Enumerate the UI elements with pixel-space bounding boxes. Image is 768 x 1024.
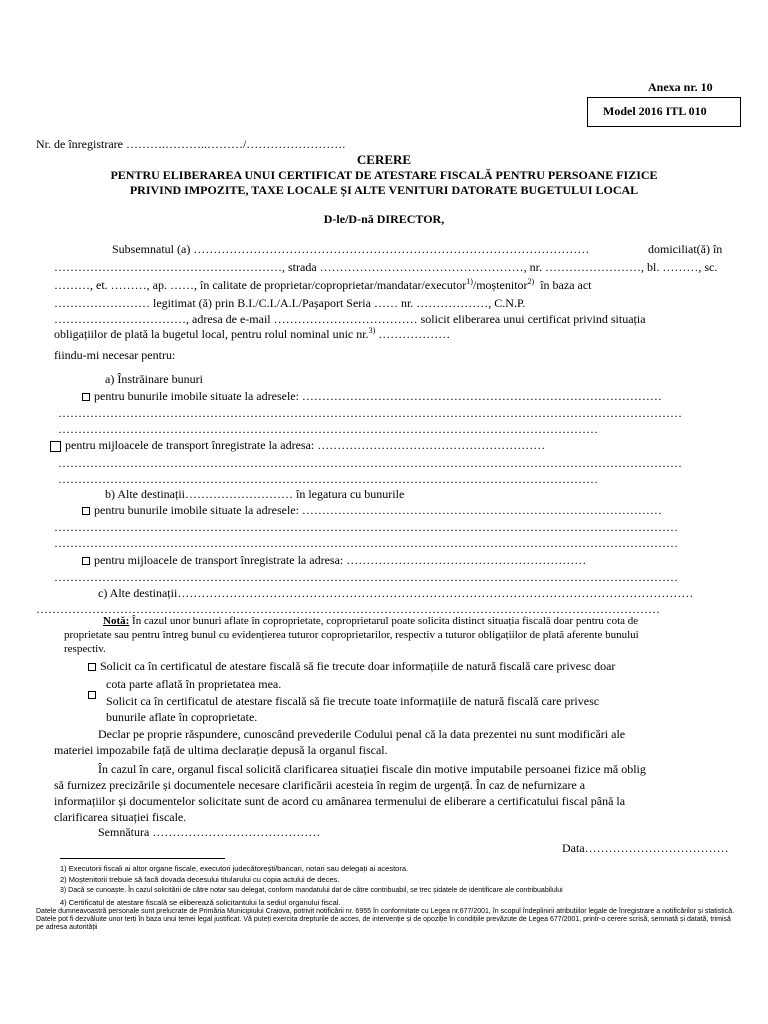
dotted-line: ………………………………………………………………………………………………………………………………………… xyxy=(58,456,682,470)
checkbox-share-only[interactable] xyxy=(88,663,96,671)
section-a-real-estate-text: pentru bunurile imobile situate la adresele: ……………………………………………………………………………… xyxy=(94,389,662,403)
section-a-vehicles[interactable] xyxy=(50,438,545,452)
option-share-only-cont: cota parte aflată în proprietatea mea. xyxy=(106,677,282,691)
capacity-text: ………, et. ………, ap. ……, în calitate de proprietar/coproprietar/mandatar/executor xyxy=(54,278,467,292)
checkbox-a-real-estate[interactable] xyxy=(82,393,90,401)
option-share-only[interactable] xyxy=(88,659,615,673)
clarification-line-4: clarificarea situației fiscale. xyxy=(54,810,187,824)
section-c-label: c) Alte destinații………………………………………………………………………………………………………………… xyxy=(98,586,694,600)
section-a-vehicles-text: pentru mijloacele de transport înregistrate la adresa: ………………………………………………… xyxy=(65,438,546,452)
capacity-line xyxy=(54,278,592,292)
checkbox-b-vehicles[interactable] xyxy=(82,557,90,565)
purpose-label: fiindu-mi necesar pentru: xyxy=(54,348,176,362)
section-a-real-estate[interactable] xyxy=(82,389,662,403)
form-subtitle-1: PENTRU ELIBERAREA UNUI CERTIFICAT DE ATESTARE FISCALĂ PENTRU PERSOANE FIZICE xyxy=(110,168,658,182)
salutation: D-le/D-nă DIRECTOR, xyxy=(323,212,445,226)
footnote-1: 1) Executorii fiscali ai altor organe fiscale, executori judecătorești/bancari, notari sau delegați ai acestora. xyxy=(60,864,409,873)
clarification-line-3: informațiilor și documentelor solicitate sunt de acord cu amânarea termenului de eliberare a certificatului fiscal până la xyxy=(54,794,626,808)
dotted-line: ………………………………………………………………………………………………………………………………………… xyxy=(36,602,660,616)
section-b-vehicles-text: pentru mijloacele de transport înregistrate la adresa: …………………………………………………… xyxy=(94,553,587,567)
declaration-line-1: Declar pe proprie răspundere, cunoscând prevederile Codului penal că la data prezentei nu sunt modificări ale xyxy=(98,727,626,741)
footnote-ref-2: 2) xyxy=(527,277,535,286)
date-field[interactable]: Data……………………………… xyxy=(562,841,729,855)
email-line: ……………………………, adresa de e-mail ……………………………… solicit eliberarea unui certificat privind situația xyxy=(54,312,646,326)
name-line: Subsemnatul (a) ……………………………………………………………………………………… xyxy=(112,242,590,256)
option-share-only-text: Solicit ca în certificatul de atestare fiscală să fie trecute doar informațiile de natură fiscală care privesc doar xyxy=(100,659,616,673)
checkbox-a-vehicles[interactable] xyxy=(50,441,61,452)
deed-text: în baza act xyxy=(540,278,592,292)
signature-field[interactable]: Semnătura …………………………………… xyxy=(98,825,321,839)
privacy-notice: Datele dumneavoastră personale sunt prelucrate de Primăria Municipiului Craiova, potrivit notificării nr. 6955 în conformitate cu Legea nr.677/2001, în scopul îndeplinirii atribuțiilor legale de înregistrare a notificărilor și statistică. Datele pot fi dezvăluite unor terți în baza unui temei legal justificat. Vă puteți exercita drepturile de acces, de intervenție și de opoziție în condițiile prevăzute de Legea 677/2001, printr-o cerere scrisă, semnată și datată, trimisă pe adresa autorității xyxy=(36,908,735,931)
dotted-line: ………………………………………………………………………………………………………………………………………… xyxy=(54,536,678,550)
heir-text: /moștenitor xyxy=(472,278,528,292)
section-b-vehicles[interactable] xyxy=(82,553,586,567)
section-b-real-estate[interactable] xyxy=(82,503,662,517)
checkbox-b-real-estate[interactable] xyxy=(82,507,90,515)
note-text-1: În cazul unor bunuri aflate în coproprietate, coproprietarul poate solicita distinct situația fiscală doar pentru cota de xyxy=(129,615,639,627)
option-all-info-cont: bunurile aflate în coproprietate. xyxy=(106,710,258,724)
role-line xyxy=(54,327,450,341)
checkbox-all-info-wrap[interactable] xyxy=(88,687,100,701)
role-dots: ……………… xyxy=(378,327,451,341)
section-a-label: a) Înstrăinare bunuri xyxy=(105,372,203,386)
clarification-line-1: În cazul în care, organul fiscal solicită clarificarea situației fiscale din motive imputabile persoanei fizice mă oblig xyxy=(98,762,646,776)
dotted-line: ……………………………………………………………………………………………………………………… xyxy=(58,422,598,436)
section-b-real-estate-text: pentru bunurile imobile situate la adresele: ……………………………………………………………………………… xyxy=(94,503,662,517)
note-line-1 xyxy=(103,615,638,628)
domicile-label: domiciliat(ă) în xyxy=(648,242,723,256)
note-label: Notă: xyxy=(103,615,130,627)
section-b-label: b) Alte destinații……………………… în legatura cu bunurile xyxy=(105,487,405,501)
id-line: …………………… legitimat (ă) prin B.I./C.I./A.I./Pașaport Seria …… nr. ………………, C.N.P. xyxy=(54,296,526,310)
registration-number: Nr. de înregistrare ……….………..………/……………………. xyxy=(36,137,346,151)
role-text: obligațiilor de plată la bugetul local, pentru rolul nominal unic nr. xyxy=(54,327,369,341)
dotted-line: ……………………………………………………………………………………………………………………… xyxy=(58,472,598,486)
footnote-4: 4) Certificatul de atestare fiscală se eliberează solicitantului la sediul organului fiscal. xyxy=(60,898,341,907)
declaration-line-2: materiei impozabile față de ultima declarație depusă la organul fiscal. xyxy=(54,743,388,757)
clarification-line-2: să furnizez precizările și documentele necesare clarificării acesteia în regim de urgență. În caz de nefurnizare a xyxy=(54,778,586,792)
checkbox-all-info[interactable] xyxy=(88,691,96,699)
dotted-line: ………………………………………………………………………………………………………………………………………… xyxy=(54,570,678,584)
address-line: …………………………………………………, strada ……………………………………………, nr. ……………………, bl. ………, sc. xyxy=(54,260,718,274)
footnote-ref-3: 3) xyxy=(368,326,376,335)
dotted-line: ………………………………………………………………………………………………………………………………………… xyxy=(58,406,682,420)
footnote-2: 2) Moștenitorii trebuie să facă dovada decesului titularului cu copia actului de deces. xyxy=(60,875,340,884)
dotted-line: ………………………………………………………………………………………………………………………………………… xyxy=(54,520,678,534)
note-line-2: proprietate sau pentru întreg bunul cu evidențierea tuturor coproprietarilor, respectiv a tuturor obligațiilor de plată aferente bunului xyxy=(64,629,639,641)
option-all-info: Solicit ca în certificatul de atestare fiscală să fie trecute toate informațiile de natură fiscală care privesc xyxy=(106,694,600,708)
form-subtitle-2: PRIVIND IMPOZITE, TAXE LOCALE ȘI ALTE VENITURI DATORATE BUGETULUI LOCAL xyxy=(129,183,639,197)
note-line-3: respectiv. xyxy=(64,643,106,655)
footnote-ref-1: 1) xyxy=(466,277,473,286)
footnote-3: 3) Dacă se cunoaște. În cazul solicitării de către notar sau delegat, conform mandatului dat de către contribuabil, se trec șidatele de identificare ale contribuabilului xyxy=(60,887,563,894)
model-code: Model 2016 ITL 010 xyxy=(603,104,707,118)
annex-number: Anexa nr. 10 xyxy=(648,80,713,94)
form-title: CERERE xyxy=(356,152,412,167)
footnote-divider xyxy=(60,858,225,859)
